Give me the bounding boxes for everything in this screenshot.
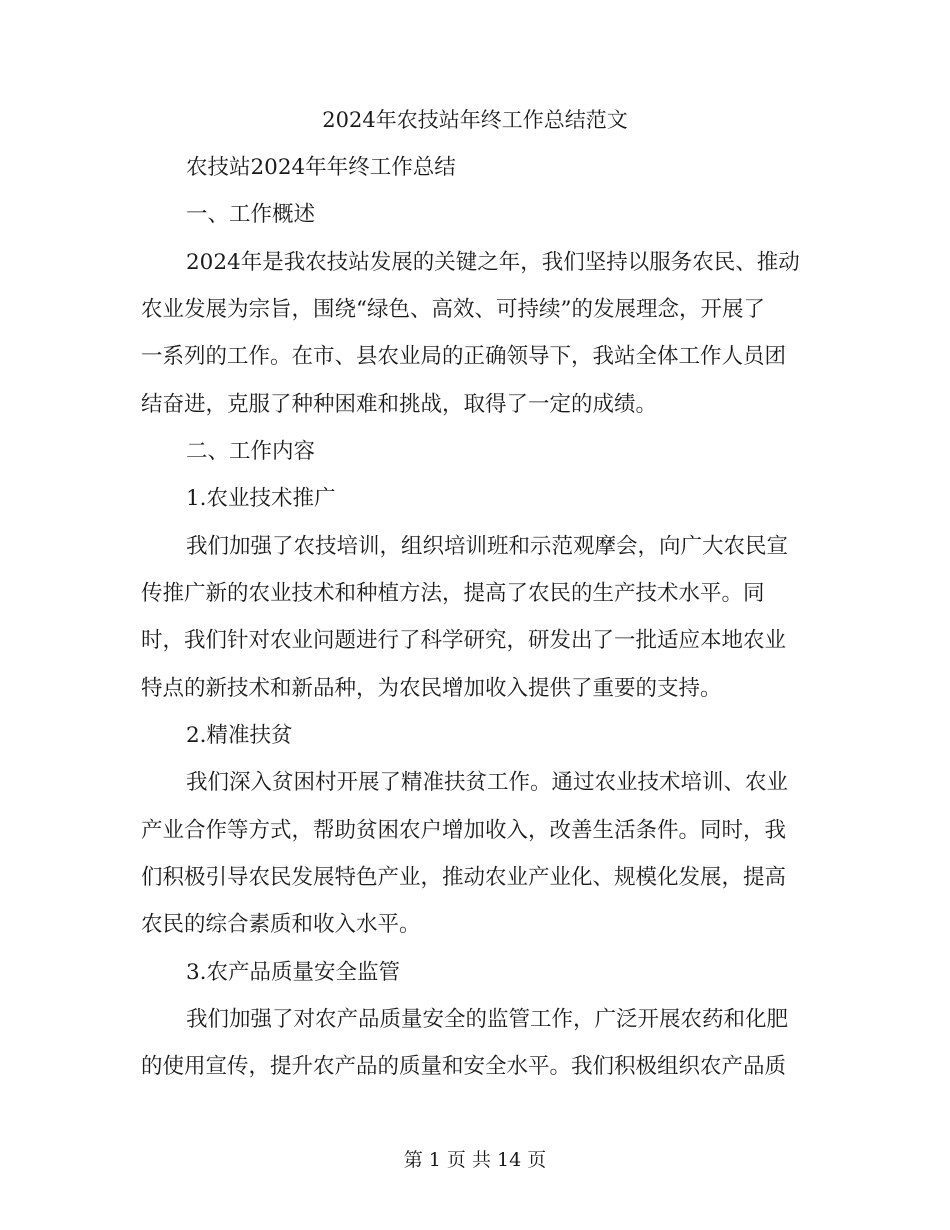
paragraph-line: 特点的新技术和新品种，为农民增加收入提供了重要的支持。 bbox=[141, 676, 722, 701]
subsection-heading-2: 2.精准扶贫 bbox=[186, 723, 293, 748]
paragraph-line: 2024年是我农技站发展的关键之年，我们坚持以服务农民、推动 bbox=[186, 250, 800, 275]
paragraph-line: 一系列的工作。在市、县农业局的正确领导下，我站全体工作人员团 bbox=[141, 344, 787, 369]
document-title: 2024年农技站年终工作总结范文 bbox=[322, 108, 628, 132]
paragraph-line: 我们加强了对农产品质量安全的监管工作，广泛开展农药和化肥 bbox=[186, 1007, 789, 1032]
paragraph-line: 时，我们针对农业问题进行了科学研究，研发出了一批适应本地农业 bbox=[141, 628, 787, 653]
paragraph-line: 农民的综合素质和收入水平。 bbox=[141, 912, 421, 937]
page-footer: 第 1 页 共 14 页 bbox=[403, 1149, 547, 1171]
paragraph-line: 我们加强了农技培训，组织培训班和示范观摩会，向广大农民宣 bbox=[186, 534, 789, 559]
paragraph-line: 农业发展为宗旨，围绕“绿色、高效、可持续”的发展理念，开展了 bbox=[141, 297, 765, 322]
section-heading-content: 二、工作内容 bbox=[186, 439, 316, 464]
subtitle-line: 农技站2024年年终工作总结 bbox=[186, 155, 456, 180]
paragraph-line: 传推广新的农业技术和种植方法，提高了农民的生产技术水平。同 bbox=[141, 581, 765, 606]
paragraph-line: 结奋进，克服了种种困难和挑战，取得了一定的成绩。 bbox=[141, 392, 658, 417]
paragraph-line: 的使用宣传，提升农产品的质量和安全水平。我们积极组织农产品质 bbox=[141, 1054, 787, 1079]
paragraph-line: 我们深入贫困村开展了精准扶贫工作。通过农业技术培训、农业 bbox=[186, 770, 789, 795]
section-heading-overview: 一、工作概述 bbox=[186, 202, 316, 227]
paragraph-line: 们积极引导农民发展特色产业，推动农业产业化、规模化发展，提高 bbox=[141, 865, 787, 890]
subsection-heading-1: 1.农业技术推广 bbox=[186, 486, 336, 511]
subsection-heading-3: 3.农产品质量安全监管 bbox=[186, 960, 401, 985]
paragraph-line: 产业合作等方式，帮助贫困农户增加收入，改善生活条件。同时，我 bbox=[141, 818, 787, 843]
